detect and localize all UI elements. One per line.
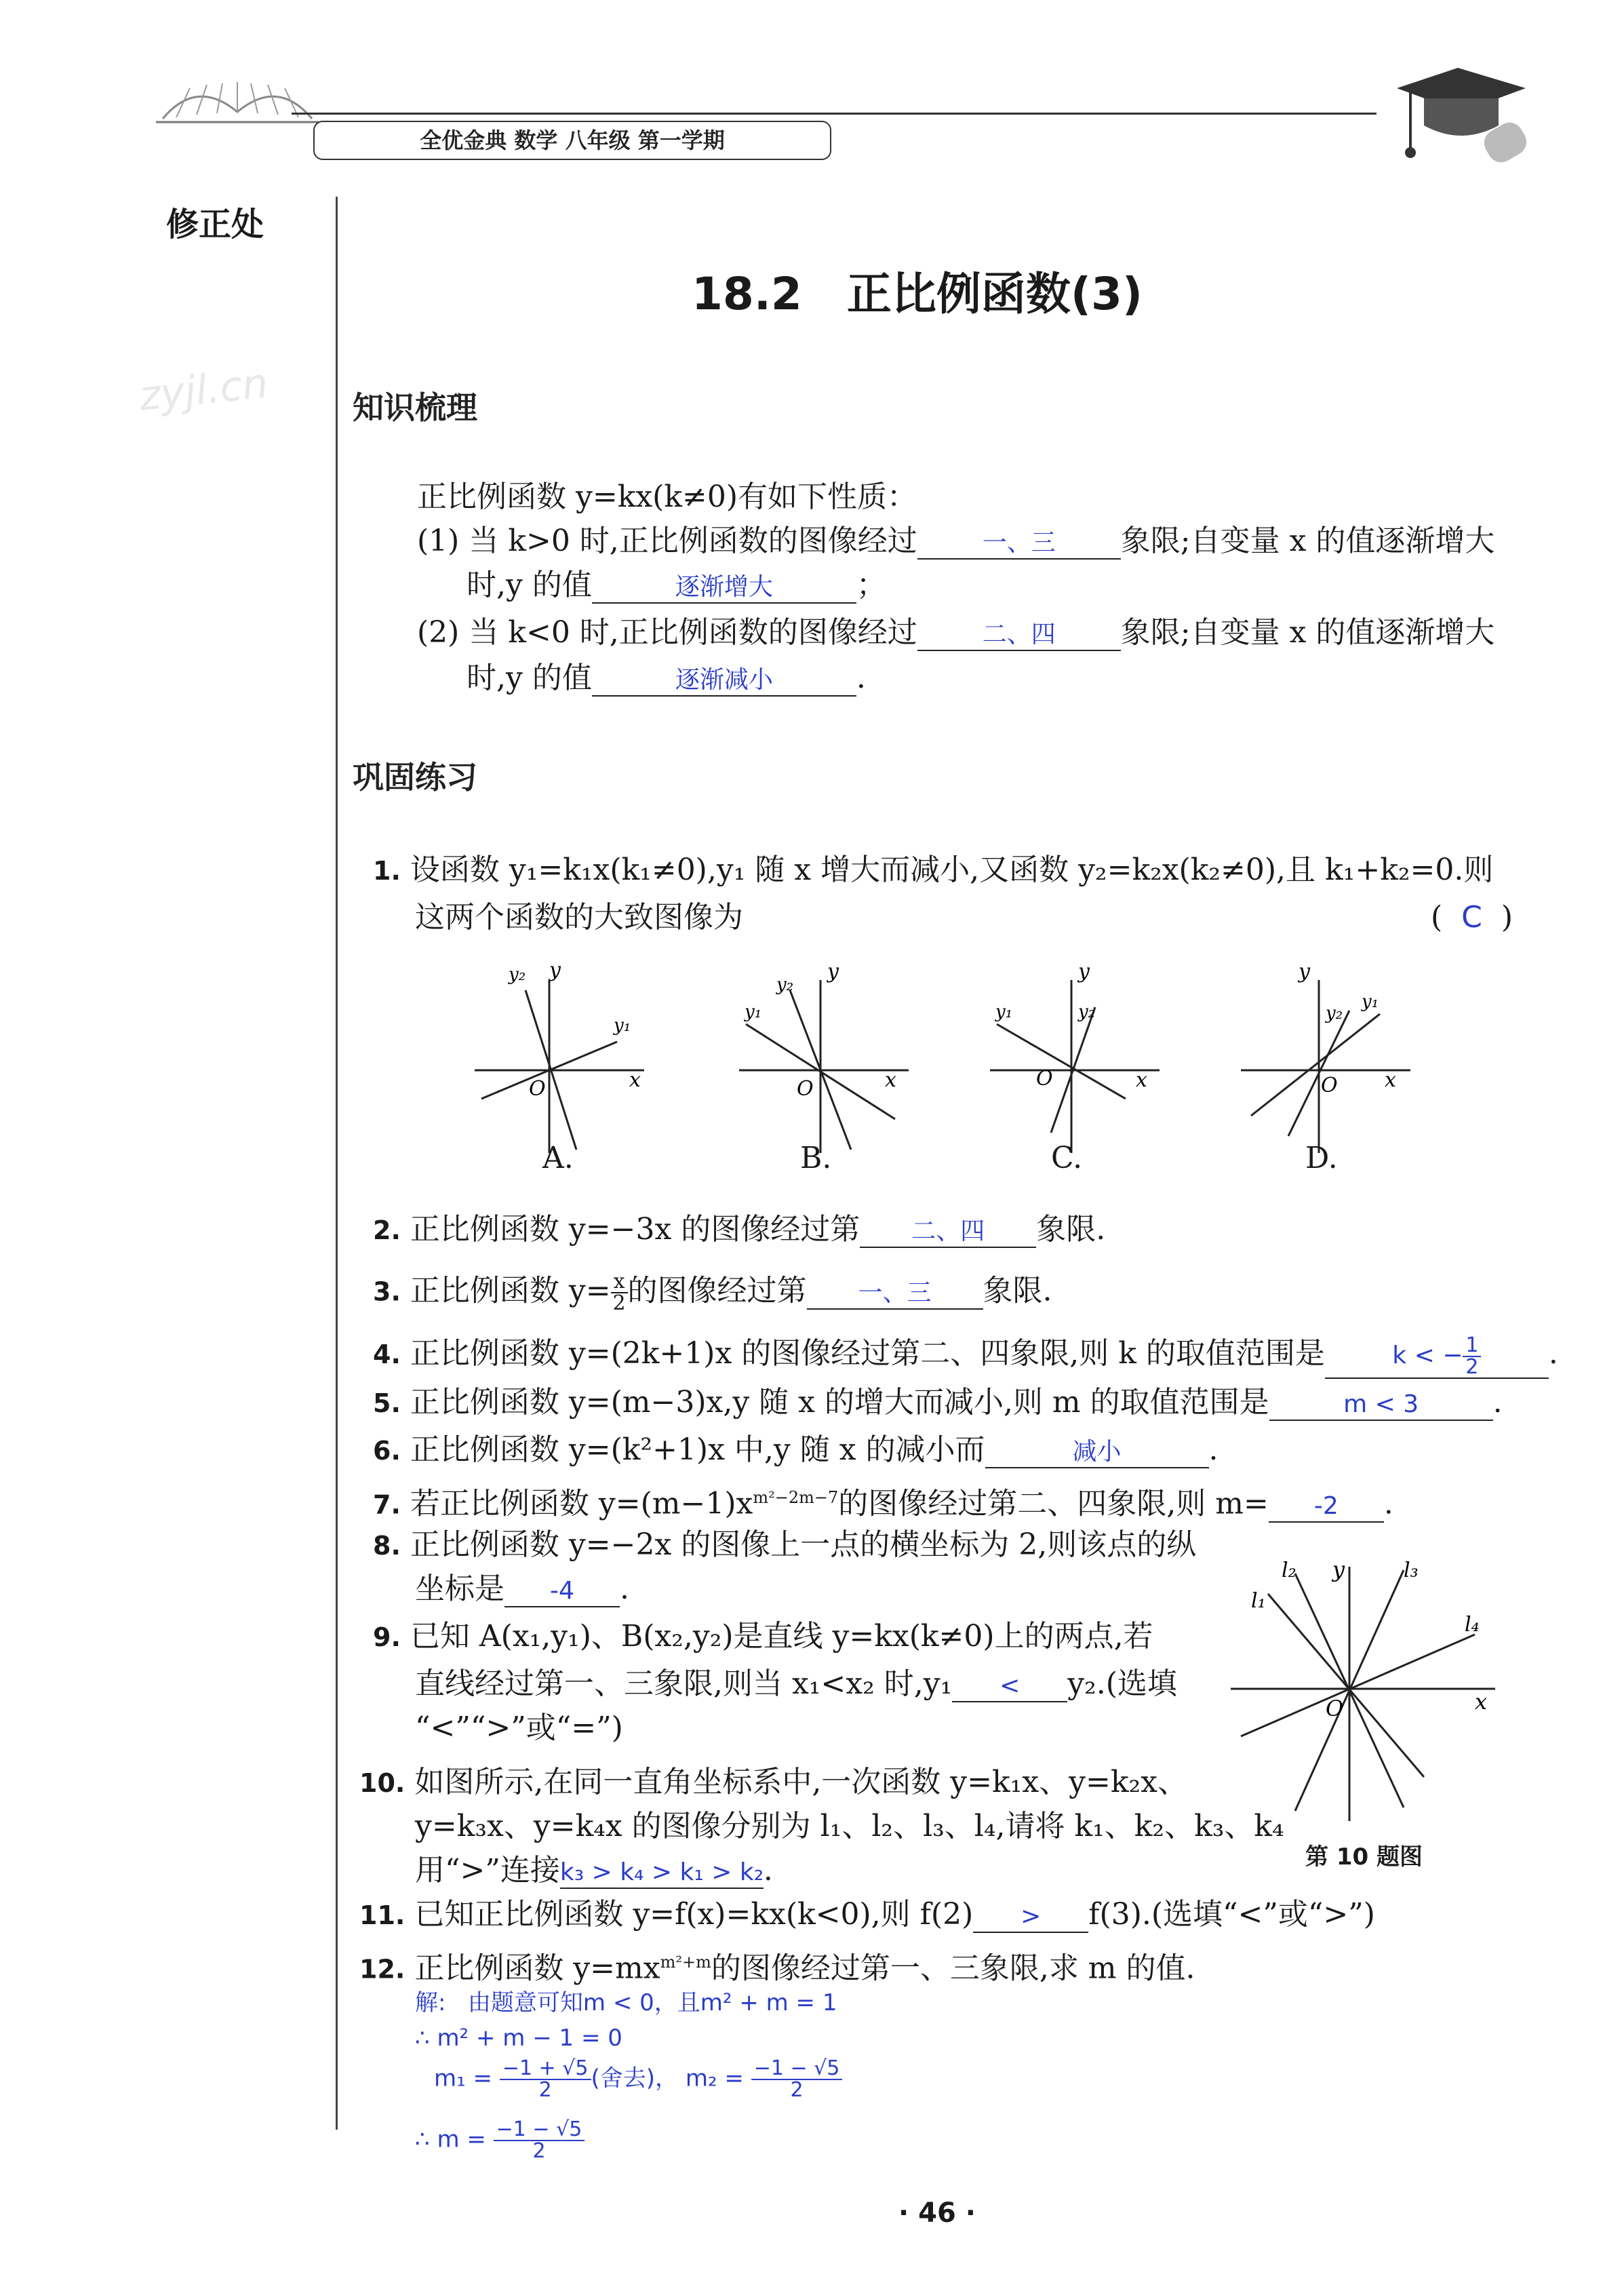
axis-label-x: x (1475, 1689, 1488, 1715)
q1-option-a: A. (542, 1141, 574, 1175)
q10-line2: y=k₃x、y=k₄x 的图像分别为 l₁、l₂、l₃、l₄,请将 k₁、k₂、k₃、k₄ (415, 1809, 1284, 1843)
answer-p1-quadrant: 一、三 (982, 529, 1056, 557)
axis-label-y: y (1078, 963, 1090, 983)
q5: 5. 正比例函数 y=(m−3)x,y 随 x 的增大而减小,则 m 的取值范围是 m < 3 . (373, 1385, 1503, 1420)
book-decoration-icon (149, 64, 325, 132)
q8-answer: -4 (550, 1577, 574, 1605)
q10-caption: 第 10 题图 (1305, 1843, 1423, 1871)
axis-label-x: x (1385, 1068, 1396, 1092)
axis-label-y: y (827, 963, 839, 983)
margin-rule (336, 197, 338, 2130)
margin-label: 修正处 (166, 206, 264, 243)
q1-line1: 1. 设函数 y₁=k₁x(k₁≠0),y₁ 随 x 增大而减小,又函数 y₂=k₂x(k₂≠0),且 k₁+k₂=0.则 (373, 853, 1494, 887)
label-l3: l₃ (1404, 1559, 1419, 1582)
knowledge-p1-line1: (1) 当 k>0 时,正比例函数的图像经过 一、三 象限;自变量 x 的值逐渐增大 (417, 524, 1495, 558)
q1-graph-a (468, 963, 658, 1167)
q6-answer: 减小 (1072, 1438, 1122, 1466)
q10-figure (1221, 1553, 1505, 1838)
axis-label-x: x (885, 1068, 896, 1092)
line-label-y2: y₂ (509, 964, 526, 985)
section-heading-practice: 巩固练习 (353, 759, 477, 796)
answer-p1-trend: 逐渐增大 (675, 573, 773, 601)
q11-answer: > (1021, 1902, 1042, 1930)
section-heading-knowledge: 知识梳理 (353, 389, 477, 426)
header-rule (292, 113, 1377, 115)
watermark: zyjl.cn (136, 359, 271, 421)
q6: 6. 正比例函数 y=(k²+1)x 中,y 随 x 的减小而 减小 . (373, 1432, 1219, 1467)
line-label-y1: y₁ (745, 1002, 762, 1022)
q9-line1: 9. 已知 A(x₁,y₁)、B(x₂,y₂)是直线 y=kx(k≠0)上的两点,若 (373, 1619, 1153, 1654)
origin-label: O (1321, 1074, 1338, 1097)
q1-option-d: D. (1305, 1141, 1338, 1175)
knowledge-p1-line2: 时,y 的值 逐渐增大 ； (467, 568, 886, 602)
origin-label: O (1326, 1696, 1344, 1721)
q1-option-b: B. (800, 1141, 832, 1175)
q4: 4. 正比例函数 y=(2k+1)x 的图像经过第二、四象限,则 k 的取值范围是 k < − $\frac{1}{2}$ . (373, 1333, 1558, 1379)
origin-label: O (1036, 1067, 1053, 1091)
line-label-y2: y₂ (1078, 1002, 1096, 1022)
q10-line1: 10. 如图所示,在同一直角坐标系中,一次函数 y=k₁x、y=k₂x、 (359, 1765, 1187, 1799)
line-label-y1: y₁ (1362, 992, 1379, 1012)
label-l2: l₂ (1282, 1559, 1296, 1582)
q10-answer: k₃ > k₄ > k₁ > k₂ (559, 1858, 764, 1886)
line-l4 (1241, 1635, 1475, 1736)
line-label-y1: y₁ (995, 1002, 1013, 1022)
q1-graph-c (983, 963, 1173, 1167)
axis-label-y: y (1299, 963, 1310, 983)
knowledge-p2-line2: 时,y 的值 逐渐减小 . (467, 661, 866, 695)
q9-line3: “<”“>”或“=”) (415, 1711, 623, 1745)
q1-line2: 这两个函数的大致图像为 (415, 900, 743, 935)
q9-line2: 直线经过第一、三象限,则当 x₁<x₂ 时,y₁ < y₂.(选填 (415, 1666, 1177, 1701)
graduation-cap-icon (1383, 61, 1539, 176)
q1-answer-parens: ( C ) (1431, 900, 1513, 935)
q1-graph-b (732, 963, 922, 1167)
axis-label-x: x (1136, 1068, 1147, 1092)
axis-label-y: y (1332, 1557, 1345, 1582)
line-label-y2: y₂ (776, 975, 794, 995)
q8-line2: 坐标是 -4 . (415, 1571, 629, 1606)
q1-graph-d (1234, 963, 1424, 1167)
page-title: 18.2 正比例函数(3) (692, 268, 1143, 320)
q4-answer: k < − $\frac{1}{2}$ (1392, 1342, 1481, 1369)
q7: 7. 若正比例函数 $y=(m-1)x^{m^2-2m-7}$的图像经过第二、四象限,则 m= -2 . (373, 1486, 1393, 1521)
q1-option-c: C. (1051, 1141, 1083, 1175)
knowledge-intro: 正比例函数 y=kx(k≠0)有如下性质： (417, 480, 917, 514)
answer-p2-trend: 逐渐减小 (675, 666, 773, 694)
q12-solution-line3: m₁ = $\frac{-1 + √5}{2}$ (舍去)， m₂ = $\frac{-1 - √5}{2}$ (434, 2058, 842, 2100)
q12-solution-line1: 解: 由题意可知m < 0，且m² + m = 1 (415, 1989, 837, 2016)
q9-answer: < (999, 1672, 1021, 1700)
origin-label: O (797, 1077, 814, 1101)
q3-answer: 一、三 (858, 1278, 932, 1307)
q10-line3: 用“>”连接k₃ > k₄ > k₁ > k₂. (415, 1853, 773, 1888)
q7-answer: -2 (1313, 1491, 1339, 1520)
q12-solution-line2: ∴ m² + m − 1 = 0 (415, 2025, 622, 2052)
q2-answer: 二、四 (911, 1217, 985, 1245)
axis-label-x: x (629, 1068, 641, 1092)
label-l4: l₄ (1465, 1613, 1480, 1637)
q5-answer: m < 3 (1343, 1390, 1419, 1418)
header-book-title: 全优金典 数学 八年级 第一学期 (313, 121, 831, 160)
label-l1: l₁ (1251, 1589, 1266, 1613)
q12-solution-line4: ∴ m = $\frac{-1 - √5}{2}$ (415, 2119, 585, 2162)
q8-line1: 8. 正比例函数 y=−2x 的图像上一点的横坐标为 2,则该点的纵 (373, 1527, 1197, 1562)
line-label-y2: y₂ (1326, 1003, 1343, 1023)
knowledge-p2-line1: (2) 当 k<0 时,正比例函数的图像经过 二、四 象限;自变量 x 的值逐渐增大 (417, 615, 1495, 650)
answer-p2-quadrant: 二、四 (982, 621, 1056, 648)
q12: 12. 正比例函数 $y=mx^{m^2+m}$的图像经过第一、三象限,求 m 的值. (359, 1951, 1195, 1986)
q2: 2. 正比例函数 y=−3x 的图像经过第 二、四 象限. (373, 1212, 1106, 1247)
page-number: · 46 · (898, 2197, 976, 2229)
line-label-y1: y₁ (614, 1015, 631, 1036)
origin-label: O (529, 1077, 546, 1101)
q3: 3. 正比例函数 y= $\frac{x}{2}$ 的图像经过第 一、三 象限. (373, 1270, 1052, 1315)
q11: 11. 已知正比例函数 y=f(x)=kx(k<0),则 f(2) > f(3).(选填“<”或“>”) (359, 1897, 1375, 1932)
axis-label-y: y (549, 963, 561, 982)
q1-answer: C (1461, 900, 1482, 935)
